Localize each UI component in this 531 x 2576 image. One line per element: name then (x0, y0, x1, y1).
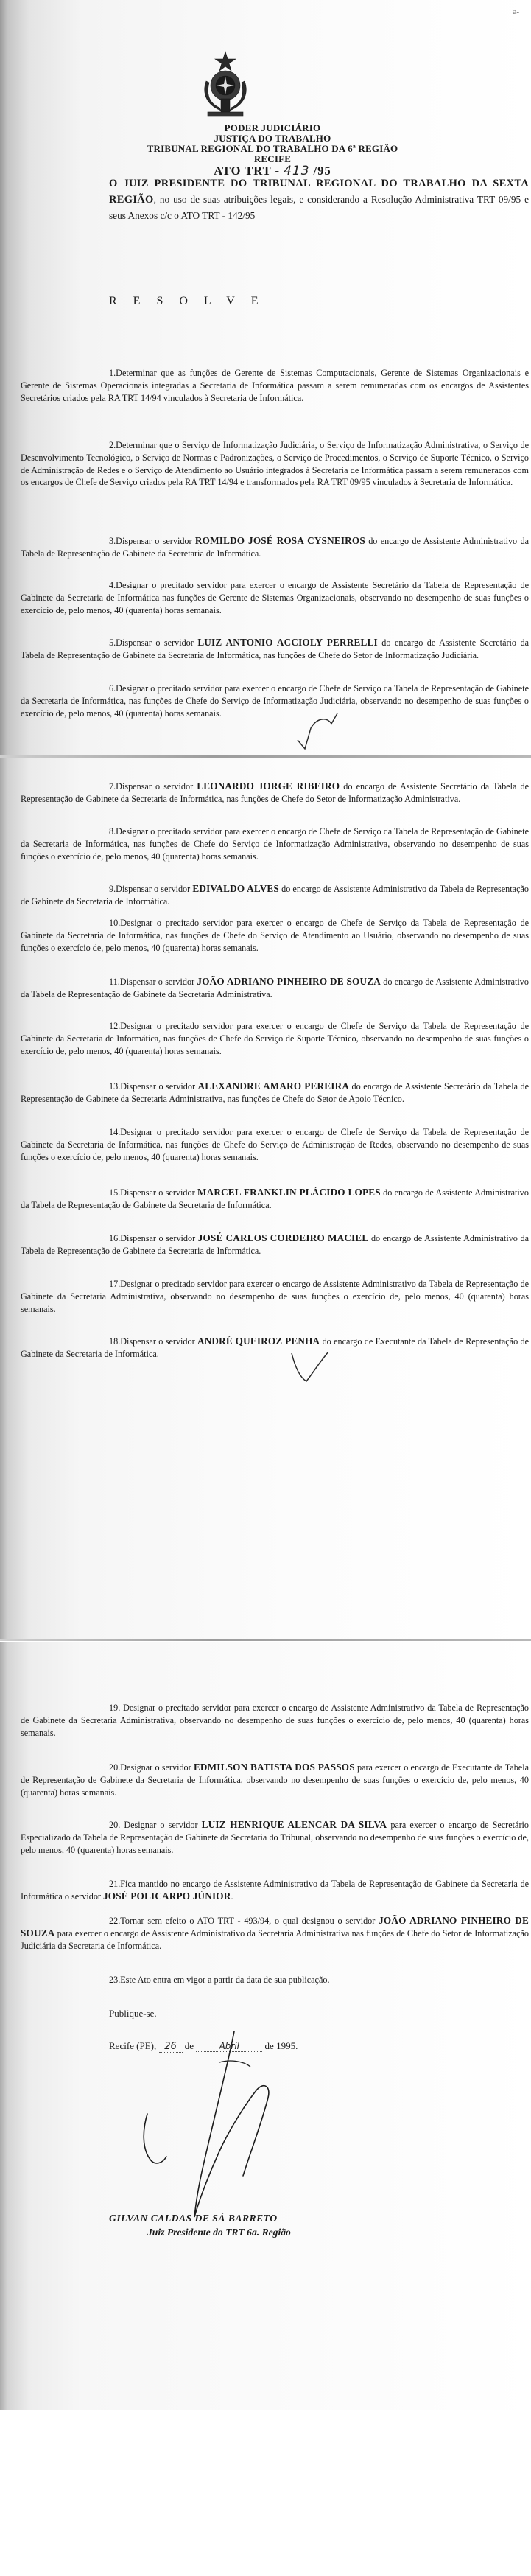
preamble-rest: , no uso de suas atribuições legais, e considerando a Resolução Administrativa TRT 09/95 e seus Anexos c/c o ATO TRT - 142/95 (109, 194, 529, 221)
paragraph-20-name: EDMILSON BATISTA DOS PASSOS (193, 1762, 355, 1773)
paragraph-1: 1.Determinar que as funções de Gerente de Sistemas Computacionais, Gerente de Sistemas Organizacionais e Gerente de Sistemas Operacionais integradas a Secretaria de Informática passam a serem remuneradas com os encargos de Assistentes Secretários criados pela RA TRT 14/94 vinculados à Secretaria de Informática. (21, 368, 529, 403)
paragraph-9-pre: 9.Dispensar o servidor (109, 884, 193, 894)
paragraph-21-name: JOSÉ POLICARPO JÚNIOR (103, 1890, 231, 1902)
paragraph-6: 6.Designar o precitado servidor para exercer o encargo de Chefe de Serviço da Tabela de Representação de Gabinete da Secretaria de Informática, nas funções de Chefe do Serviço de Informatização Judiciária, observando no desempenho de suas funções o exercício de, pelo menos, 40 (quarenta) horas semanais. (21, 683, 529, 719)
paragraph-16-post: do encargo de Assistente Administrativo da Tabela de Representação de Gabinete da Secretaria de Informática. (21, 1233, 529, 1256)
paragraph-16 (21, 1232, 529, 1257)
paragraph-7-post: do encargo de Assistente Secretário da Tabela de Representação de Gabinete da Secretaria de Informática, nas funções de Chefe do Setor de Informatização Administrativa. (21, 781, 529, 804)
coat-of-arms-icon (199, 50, 252, 120)
paragraph-22-pre: 22.Tornar sem efeito o ATO TRT - 493/94, o qual designou o servidor (109, 1916, 379, 1926)
paragraph-11-name: JOÃO ADRIANO PINHEIRO DE SOUZA (197, 976, 381, 987)
paragraph-9-name: EDIVALDO ALVES (192, 883, 279, 894)
date-prefix: Recife (PE), (109, 2040, 157, 2051)
paragraph-16-name: JOSÉ CARLOS CORDEIRO MACIEL (197, 1232, 369, 1243)
signature-block (109, 2211, 374, 2239)
document-page-2 (0, 758, 531, 1639)
paragraph-19: 19. Designar o precitado servidor para exercer o encargo de Assistente Administrativo da Tabela de Representação de Gabinete da Secretaria Administrativa, observando no desempenho de suas funções o exercício de, pelo menos, 40 (quarenta) horas semanais. (21, 1703, 529, 1738)
page-divider-2 (0, 1639, 531, 1641)
paragraph-20b-post: para exercer o encargo de Secretário Especializado da Tabela de Representação de Gabinete da Secretaria do Tribunal, observando no desempenho de suas funções o exercício de, pelo menos, 40 (quarenta) horas semanais. (21, 1820, 529, 1855)
paragraph-12: 12.Designar o precitado servidor para exercer o encargo de Chefe de Serviço da Tabela de Representação de Gabinete da Secretaria de Informática, nas funções de Chefe do Serviço de Suporte Técnico, observando no desempenho de suas funções o exercício de, pelo menos, 40 (quarenta) horas semanais. (21, 1021, 529, 1056)
resolve-heading: RESOLVE (109, 295, 275, 307)
header-poder-judiciario: PODER JUDICIÁRIO (224, 122, 321, 133)
paragraph-15-pre: 15.Dispensar o servidor (109, 1187, 197, 1198)
document-page-3 (0, 1642, 531, 2410)
header-recife: RECIFE (253, 153, 292, 164)
paragraph-9-post: do encargo de Assistente Administrativo da Tabela de Representação de Gabinete da Secretaria de Informática. (21, 884, 529, 907)
paragraph-15-name: MARCEL FRANKLIN PLÁCIDO LOPES (197, 1187, 381, 1198)
paragraph-7 (21, 781, 529, 806)
paragraph-13-post: do encargo de Assistente Secretário da Tabela de Representação de Gabinete da Secretaria Administrativa, nas funções de Chefe do Setor de Apoio Técnico. (21, 1081, 529, 1104)
corner-handwritten-mark: a- (513, 7, 519, 16)
paragraph-15 (21, 1187, 529, 1212)
paragraph-3 (21, 535, 529, 560)
paragraph-18-pre: 18.Dispensar o servidor (109, 1336, 197, 1347)
paragraph-13-name: ALEXANDRE AMARO PEREIRA (197, 1081, 350, 1092)
paragraph-22-post: para exercer o encargo de Assistente Administrativo da Secretaria Administrativa nas funções de Chefe do Setor de Informatização Judiciária da Secretaria de Informática. (21, 1927, 529, 1951)
paragraph-18 (21, 1336, 529, 1361)
header-tribunal-regional: TRIBUNAL REGIONAL DO TRABALHO DA 6ª REGIÃO (147, 143, 398, 154)
paragraph-22-name: JOÃO ADRIANO PINHEIRO DE SOUZA (21, 1915, 529, 1938)
preamble (21, 175, 529, 223)
paragraph-16-pre: 16.Dispensar o servidor (109, 1233, 198, 1243)
paragraph-3-post: do encargo de Assistente Administrativo da Tabela de Representação de Gabinete da Secretaria de Informática. (21, 536, 529, 559)
paragraph-21 (21, 1878, 529, 1903)
paragraph-11-post: do encargo de Assistente Administrativo da Tabela de Representação de Gabinete da Secretaria Administrativa. (21, 977, 529, 999)
paragraph-5-name: LUIZ ANTONIO ACCIOLY PERRELLI (197, 637, 378, 648)
paragraph-3-pre: 3.Dispensar o servidor (109, 536, 195, 546)
paragraph-20-post: para exercer o encargo de Executante da Tabela de Representação de Gabinete da Secretaria de Informática, observando no desempenho de suas funções o exercício de, pelo menos, 40 (quarenta) horas semanais. (21, 1762, 530, 1798)
paragraph-10: 10.Designar o precitado servidor para exercer o encargo de Chefe de Serviço da Tabela de Representação de Gabinete da Secretaria de Informática, nas funções de Chefe do Serviço de Atendimento ao Usuário, observando no desempenho de suas funções o exercício de, pelo menos, 40 (quarenta) horas semanais. (21, 918, 529, 953)
date-de-1: de (184, 2040, 194, 2051)
paragraph-20 (21, 1762, 529, 1798)
paragraph-11 (21, 976, 529, 1001)
ato-suffix: /95 (313, 164, 331, 178)
paragraph-20b-name: LUIZ HENRIQUE ALENCAR DA SILVA (201, 1819, 387, 1830)
date-month-handwritten: Abril (196, 2041, 262, 2052)
paragraph-20b-pre: 20. Designar o servidor (109, 1820, 202, 1830)
paragraph-21-post: . (231, 1891, 233, 1902)
paragraph-13-pre: 13.Dispensar o servidor (109, 1081, 198, 1092)
paragraph-18-name: ANDRÉ QUEIROZ PENHA (197, 1336, 320, 1347)
paragraph-4: 4.Designar o precitado servidor para exercer o encargo de Assistente Secretário da Tabela de Representação de Gabinete da Secretaria de Informática nas funções de Gerente de Sistemas Organizacionais, observando no desempenho de suas funções o exercício de, pelo menos, 40 (quarenta) horas semanais. (21, 580, 529, 615)
paragraph-23: 23.Este Ato entra em vigor a partir da data de sua publicação. (109, 1975, 330, 1985)
paragraph-7-name: LEONARDO JORGE RIBEIRO (197, 781, 340, 792)
publish-line: Publique-se. (109, 2008, 157, 2019)
preamble-lead: O JUIZ PRESIDENTE DO TRIBUNAL REGIONAL DO TRABALHO DA SEXTA REGIÃO (109, 178, 529, 206)
document-page-1 (0, 0, 531, 758)
paragraph-11-pre: 11.Dispensar o servidor (109, 977, 197, 987)
signatory-name: GILVAN CALDAS DE SÁ BARRETO (109, 2213, 278, 2224)
paragraph-8: 8.Designar o precitado servidor para exercer o encargo de Chefe de Serviço da Tabela de Representação de Gabinete da Secretaria de Informática, nas funções de Chefe do Serviço de Informatização Administrativa, observando no desempenho de suas funções o exercício de, pelo menos, 40 (quarenta) horas semanais. (21, 826, 529, 862)
date-de-2: de (264, 2040, 274, 2051)
ato-prefix: ATO TRT - (214, 164, 280, 178)
paragraph-20-pre: 20.Designar o servidor (109, 1762, 194, 1773)
paragraph-14: 14.Designar o precitado servidor para exercer o encargo de Chefe de Serviço da Tabela de Representação de Gabinete da Secretaria de Informática, nas funções de Chefe do Serviço de Administração de Redes, observando no desempenho de suas funções o exercício de, pelo menos, 40 (quarenta) horas semanais. (21, 1127, 529, 1162)
paragraph-13 (21, 1081, 529, 1106)
paragraph-3-name: ROMILDO JOSÉ ROSA CYSNEIROS (194, 535, 365, 546)
paragraph-5-post: do encargo de Assistente Secretário da Tabela de Representação de Gabinete da Secretaria de Informática, nas funções de Chefe do Setor de Informatização Judiciária. (21, 638, 529, 660)
paragraph-21-pre: 21.Fica mantido no encargo de Assistente Administrativo da Tabela de Representação de Gabinete da Secretaria de Informática o servidor (21, 1879, 529, 1902)
paragraph-7-pre: 7.Dispensar o servidor (109, 781, 197, 792)
blank-margin (0, 2410, 531, 2576)
paragraph-17: 17.Designar o precitado servidor para exercer o encargo de Assistente Administrativo da Tabela de Representação de Gabinete da Secretaria Administrativa, observando no desempenho de suas funções o exercício de, pelo menos, 40 (quarenta) horas semanais. (21, 1279, 529, 1314)
date-line (109, 2040, 418, 2053)
paragraph-18-post: do encargo de Executante da Tabela de Representação de Gabinete da Secretaria de Informática. (21, 1336, 529, 1359)
paragraph-5-pre: 5.Dispensar o servidor (109, 638, 198, 648)
paragraph-5 (21, 637, 529, 662)
date-year: 1995. (276, 2040, 298, 2051)
ato-number-handwritten: 413 (284, 164, 310, 178)
paragraph-9 (21, 883, 529, 908)
header-justica-trabalho: JUSTIÇA DO TRABALHO (214, 133, 331, 144)
signatory-title: Juiz Presidente do TRT 6a. Região (147, 2227, 291, 2238)
paragraph-15-post: do encargo de Assistente Administrativo da Tabela de Representação de Gabinete da Secretaria de Informática. (21, 1187, 529, 1210)
date-day-handwritten: 26 (159, 2041, 183, 2053)
paragraph-20b (21, 1819, 529, 1856)
paragraph-22 (21, 1915, 529, 1952)
paragraph-2: 2.Determinar que o Serviço de Informatização Judiciária, o Serviço de Informatização Administrativa, o Serviço de Desenvolvimento Tecnológico, o Serviço de Normas e Padronizações, o Serviço de Procedimentos, o Serviço de Suporte Técnico, o Serviço de Administração de Redes e o Serviço de Atendimento ao Usuário integrados à Secretaria de Informática passam a serem remunerados com os encargos de Chefe de Serviço criados pela RA TRT 14/94 e transformados pela RA TRT 09/95 vinculados à Secretaria de Informática. (21, 440, 529, 488)
